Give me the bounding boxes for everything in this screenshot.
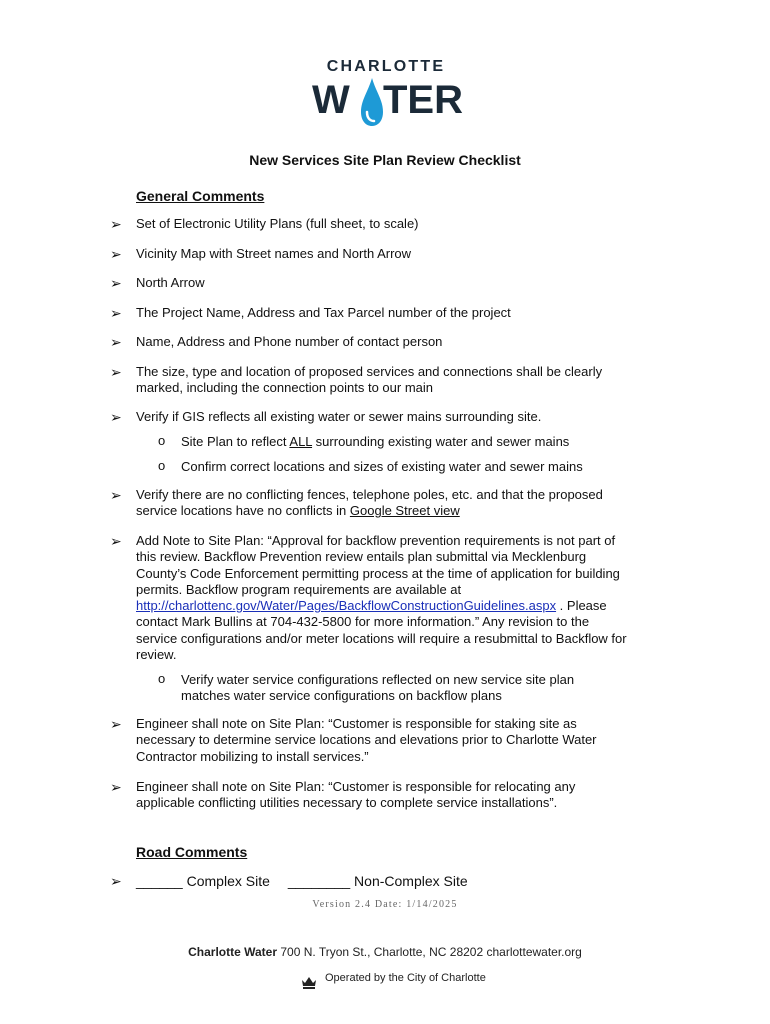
- backflow-guidelines-link[interactable]: http://charlottenc.gov/Water/Pages/BackflowConstructionGuidelines.aspx: [136, 598, 557, 614]
- non-complex-blank[interactable]: ________: [287, 873, 351, 889]
- checklist-item: ➢ The size, type and location of proposed services and connections shall be clearly marked, including the connection points to our main: [110, 364, 603, 396]
- arrow-bullet-icon: ➢: [110, 246, 122, 262]
- road-complexity-item: [110, 873, 630, 889]
- arrow-bullet-icon: ➢: [110, 409, 122, 425]
- non-complex-site-label: Non-Complex Site: [350, 873, 468, 889]
- logo-text-charlotte: CHARLOTTE: [326, 58, 446, 75]
- checklist-item: ➢ North Arrow: [110, 275, 205, 291]
- google-street-view-link[interactable]: Google Street view: [349, 503, 460, 519]
- footer-operated-text: Operated by the City of Charlotte: [325, 972, 486, 984]
- checklist-item: ➢ Set of Electronic Utility Plans (full sheet, to scale): [110, 216, 419, 232]
- arrow-bullet-icon: ➢: [110, 533, 122, 549]
- checklist-item: ➢ Engineer shall note on Site Plan: “Customer is responsible for relocating any applicable conflicting utilities necessary to complete service installations”.: [110, 779, 576, 811]
- arrow-bullet-icon: ➢: [110, 334, 122, 350]
- footer-address: [0, 945, 770, 959]
- checklist-item: ➢ The Project Name, Address and Tax Parcel number of the project: [110, 305, 511, 321]
- arrow-bullet-icon: ➢: [110, 487, 122, 503]
- checklist-item: ➢ Verify there are no conflicting fences, telephone poles, etc. and that the proposed service locations have no conflicts in Google Street view: [110, 487, 603, 519]
- sub-item: o Verify water service configurations reflected on new service site plan matches water service configurations on backflow plans: [158, 671, 575, 704]
- circle-bullet-icon: o: [158, 458, 166, 473]
- complex-site-label: Complex Site: [182, 873, 270, 889]
- road-comments-heading: Road Comments: [136, 844, 248, 860]
- footer-operated: [300, 972, 486, 984]
- logo-text-w: W: [312, 78, 350, 122]
- arrow-bullet-icon: ➢: [110, 779, 122, 795]
- arrow-bullet-icon: ➢: [110, 364, 122, 380]
- footer-address-text: 700 N. Tryon St., Charlotte, NC 28202 charlottewater.org: [277, 945, 582, 959]
- page-title: New Services Site Plan Review Checklist: [249, 152, 521, 168]
- checklist-item: ➢ Verify if GIS reflects all existing water or sewer mains surrounding site.: [110, 409, 542, 425]
- arrow-bullet-icon: ➢: [110, 716, 122, 732]
- version-date: Version 2.4 Date: 1/14/2025: [312, 899, 458, 910]
- complex-blank[interactable]: ______: [136, 873, 183, 889]
- charlotte-water-logo: [306, 58, 466, 130]
- checklist-item: ➢ Name, Address and Phone number of contact person: [110, 334, 443, 350]
- arrow-bullet-icon: ➢: [110, 216, 122, 232]
- logo-text-ter: TER: [383, 78, 463, 122]
- circle-bullet-icon: o: [158, 433, 166, 448]
- circle-bullet-icon: o: [158, 671, 166, 686]
- checklist-item: ➢ Vicinity Map with Street names and North Arrow: [110, 246, 412, 262]
- arrow-bullet-icon: ➢: [110, 305, 122, 321]
- sub-item: o Confirm correct locations and sizes of existing water and sewer mains: [158, 458, 583, 474]
- checklist-item: ➢ Engineer shall note on Site Plan: “Customer is responsible for staking site as necessary to determine service locations and elevations prior to Charlotte Water Contractor mobilizing to install services.”: [110, 716, 597, 764]
- footer-org: Charlotte Water: [188, 945, 278, 959]
- arrow-bullet-icon: ➢: [110, 873, 122, 889]
- checklist-item: ➢ Add Note to Site Plan: “Approval for backflow prevention requirements is not part of this review. Backflow Prevention review entails plan submittal via Mecklenburg County’s Code Enforcement permitting process at the time of application for building permits. Backflow program requirements are available at http://charlottenc.gov/Water/Pages/BackflowConstructionGuidelines.aspx . Please contact Mark Bullins at 704-432-5800 for more information.” Any revision to the service configurations and/or meter locations will require a resubmittal to Backflow for review.: [110, 533, 627, 663]
- water-drop-icon: [358, 76, 386, 128]
- arrow-bullet-icon: ➢: [110, 275, 122, 291]
- general-comments-heading: General Comments: [136, 188, 265, 204]
- sub-item: o Site Plan to reflect ALL surrounding existing water and sewer mains: [158, 433, 570, 449]
